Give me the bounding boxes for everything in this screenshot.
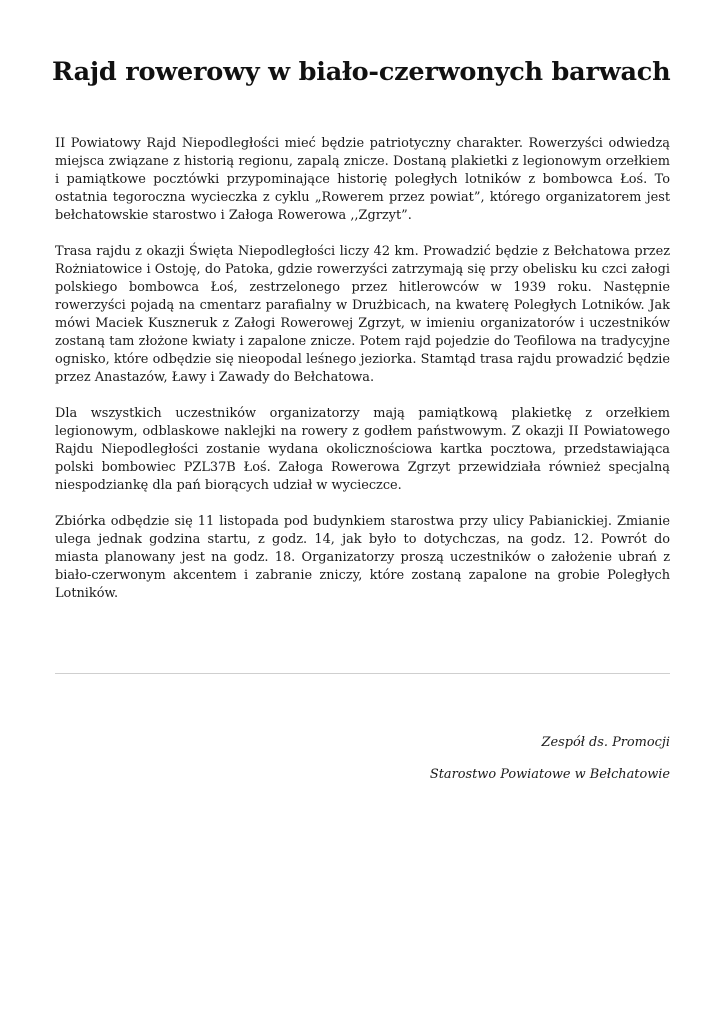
article-paragraph: Dla wszystkich uczestników organizatorzy mają pamiątkową plakietkę z orzełkiem legionowym, odblaskowe naklejki na rowery z godłem państwowym. Z okazji II Powiatowego Rajdu Niepodległości zostanie wydana okolicznościowa kartka pocztowa, przedstawiająca polski bombowiec PZL37B Łoś. Załoga Rowerowa Zgrzyt przewidziała również specjalną niespodziankę dla pań biorących udział w wycieczce. — [55, 406, 670, 493]
article-paragraph: Trasa rajdu z okazji Święta Niepodległości liczy 42 km. Prowadzić będzie z Bełchatowa przez Rożniatowice i Ostoję, do Patoka, gdzie rowerzyści zatrzymają się przy obelisku ku czci załogi polskiego bombowca Łoś, zestrzelonego przez hitlerowców w 1939 roku. Następnie rowerzyści pojadą na cmentarz parafialny w Drużbicach, na kwaterę Poległych Lotników. Jak mówi Maciek Kuszneruk z Załogi Rowerowej Zgrzyt, w imieniu organizatorów i uczestników zostaną tam złożone kwiaty i zapalone znicze. Potem rajd pojedzie do Teofilowa na tradycyjne ognisko, które odbędzie się nieopodal leśnego jeziorka. Stamtąd trasa rajdu prowadzić będzie przez Anastazów, Ławy i Zawady do Bełchatowa. — [55, 244, 670, 385]
article-paragraph: II Powiatowy Rajd Niepodległości mieć będzie patriotyczny charakter. Rowerzyści odwiedzą miejsca związane z historią regionu, zapalą znicze. Dostaną plakietki z legionowym orzełkiem i pamiątkowe pocztówki przypominające historię poległych lotników z bombowca Łoś. To ostatnia tegoroczna wycieczka z cyklu „Rowerem przez powiat”, którego organizatorem jest bełchatowskie starostwo i Załoga Rowerowa ,,Zgrzyt”. — [55, 136, 670, 223]
section-divider — [55, 673, 670, 674]
article-paragraph: Zbiórka odbędzie się 11 listopada pod budynkiem starostwa przy ulicy Pabianickiej. Zmianie ulega jednak godzina startu, z godz. 14, jak było to dotychczas, na godz. 12. Powrót do miasta planowany jest na godz. 18. Organizatorzy proszą uczestników o założenie ubrań z biało-czerwonym akcentem i zabranie zniczy, które zostaną zapalone na grobie Poległych Lotników. — [55, 514, 670, 601]
article-title: Rajd rowerowy w biało-czerwonych barwach — [52, 57, 671, 87]
article-body — [55, 135, 670, 621]
signature-team: Zespół ds. Promocji — [541, 735, 670, 750]
signature-office: Starostwo Powiatowe w Bełchatowie — [429, 767, 670, 782]
